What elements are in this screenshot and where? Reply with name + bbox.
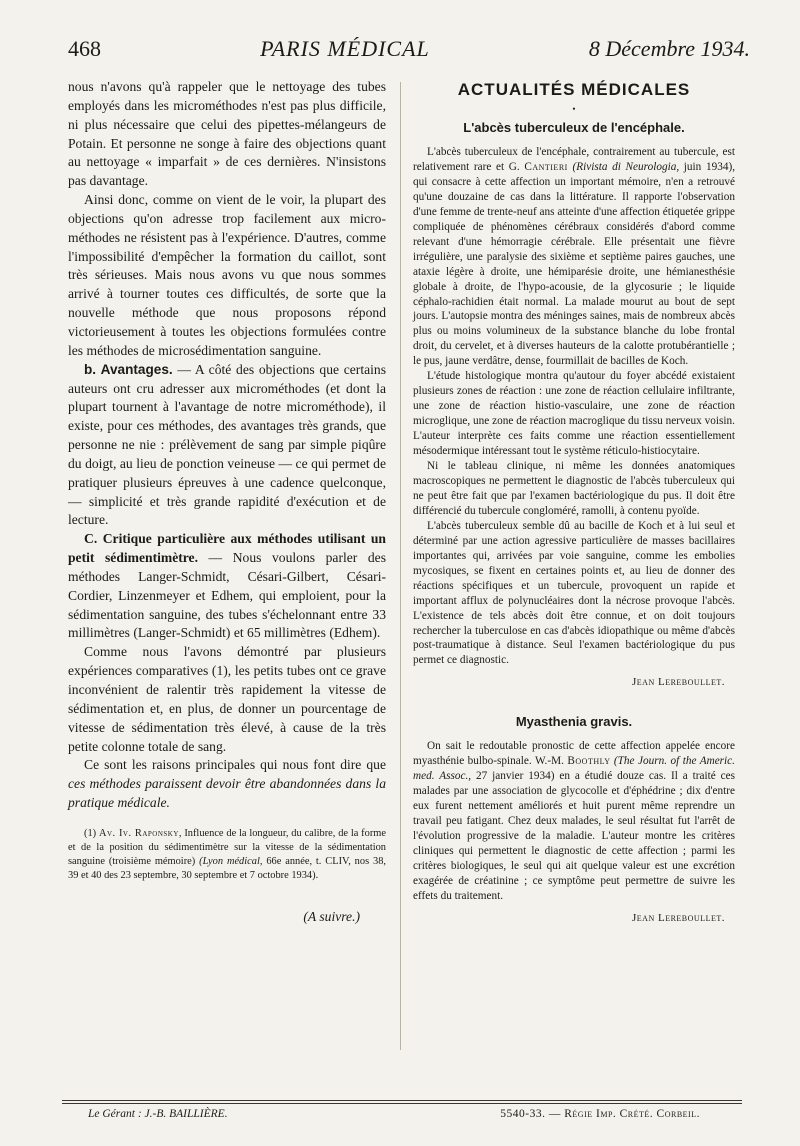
issue-date: 8 Décembre 1934. bbox=[588, 36, 750, 61]
paragraph-text: Ce sont les raisons principales qui nous font dire que bbox=[84, 757, 386, 773]
paragraph: L'abcès tuberculeux semble dû au bacille de Koch et à lui seul et déterminé par une action agressive particulière de masses bacillaires importantes qui, arrivées par voie sanguine, comme les embolies mycosiques, se fixent en certaines points et, au lieu de donner des réactions spécifiques et un tubercule, provoquent un rapide et important afflux de polynucléaires dont la nécrose provoque l'abcès. L'existence de tels abcès doit être connue, et on doit toujours rechercher la tuberculose en cas d'abcès idiopathique ou même d'abcès post-traumatique à distance. Seul l'examen bactériologique du pus permet ce diagnostic. bbox=[413, 519, 735, 667]
author-signature: Jean Lereboullet. bbox=[632, 676, 725, 689]
right-column bbox=[413, 78, 735, 924]
running-header bbox=[68, 36, 750, 68]
footer-printer: 5540-33. — Régie Imp. Crété. Corbeil. bbox=[500, 1108, 700, 1120]
cited-author: Boothly bbox=[567, 755, 611, 768]
paragraph bbox=[68, 530, 386, 643]
footer bbox=[88, 1108, 700, 1120]
author-signature: Jean Lereboullet. bbox=[632, 911, 725, 924]
paragraph: L'abcès tuberculeux de l'encéphale, contrairement au tubercule, est relativement rare et G. Cantieri (Rivista di Neurologia, juin 1934), qui consacre à cette affection un important mémoire, n'en a retrouvé qu'une douzaine de cas dans la littérature. Il rapporte l'observation d'une femme de trente-neuf ans atteinte d'une affection étiquetée grippe compliquée de phénomènes cérébraux considérés d'abord comme relevant d'une hémorragie cérébrale. Elle présentait une fièvre irrégulière, une paralysie des sixième et septième paires gauches, une ataxie légère à droite, une hémiparésie droite, une hémianesthésie globale à droite, de l'hypo-acousie, de la glycosurie ; le liquide céphalo-rachidien était normal. La malade mourut au bout de sept jours. L'autopsie montra des méninges saines, mais de nombreux abcès plus ou moins volumineux de la substance blanche du lobe frontal droit, du cervelet, et à diverses hauteurs de la calotte protubérantielle ; le pus, jaune verdâtre, dense, fourmillait de bacilles de Koch. bbox=[413, 146, 736, 368]
column-divider bbox=[400, 82, 401, 1050]
footnote-journal: (Lyon médical, bbox=[199, 855, 263, 867]
subsection-heading: C. Critique particulière aux méthodes utilisant un petit sédimentimètre. bbox=[68, 531, 386, 566]
footer-rule bbox=[62, 1103, 742, 1104]
section-title: ACTUALITÉS MÉDICALES bbox=[457, 80, 691, 99]
footer-gerant: Le Gérant : J.-B. BAILLIÈRE. bbox=[88, 1108, 228, 1120]
paragraph: Comme nous l'avons démontré par plusieurs expériences comparatives (1), les petits tubes ont ce grave inconvénient de ralentir très rapidement la vitesse de sédimentation et, en plus, de donner un pourcentage de vitesse de sédimentation très élevé, à cause de la très petite colonne totale de sang. bbox=[68, 644, 386, 754]
paragraph bbox=[68, 756, 386, 813]
article-title: L'abcès tuberculeux de l'encéphale. bbox=[463, 120, 685, 135]
emphasis: ces méthodes paraissent devoir être abandonnées dans la pratique médicale. bbox=[68, 776, 386, 811]
left-column bbox=[68, 78, 386, 925]
page-number: 468 bbox=[68, 36, 101, 61]
cited-author: Cantieri bbox=[524, 160, 568, 173]
paragraph: L'étude histologique montra qu'autour du foyer abcédé existaient plusieurs zones de réaction : une zone de réaction cellulaire infiltrante, une zone de réaction histio-vasculaire, une zone de réaction microglique, une zone de réaction macroglique du tissu nerveux voisin. L'auteur interprète ces faits comme une réaction essentiellement mésodermique intéressant tout le système réticulo-histiocytaire. bbox=[413, 370, 735, 458]
footnote-author: Av. Iv. Raponsky bbox=[98, 827, 179, 839]
to-be-continued: (A suivre.) bbox=[303, 908, 360, 924]
paragraph-text: — A côté des objections que certains auteurs ont cru adresser aux microméthodes (et dont la plupart tournent à l'avantage de notre microméthode), il existe, pour ces méthodes, des avantages très grands, que personne ne nie : prélèvement de sang par simple piqûre du doigt, au lieu de ponction veineuse — ce qui permet de pratiquer plusieurs épreuves à une cadence quelconque, — simplicité et très grande rapidité d'exécution et de lecture. bbox=[68, 361, 386, 528]
cited-journal: (The Journ. of the Americ. med. Assoc., bbox=[413, 755, 735, 783]
paragraph: Ainsi donc, comme on vient de le voir, la plupart des objections qu'on adresse trop facilement aux micro-méthodes ne résistent pas à l'expérience. D'autres, comme l'impossibilité d'empêcher la formation du caillot, sont très sérieuses. Mais nous avons vu que nous sommes arrivé à tourner toutes ces difficultés, de sorte que la nouvelle méthode que nous proposons répond victorieusement à toutes les objections formulées contre les méthodes de microsédimentation sanguine. bbox=[68, 192, 386, 358]
subsection-label: b. Avantages. bbox=[84, 361, 173, 377]
paragraph: Ni le tableau clinique, ni même les données anatomiques macroscopiques ne permettent le diagnostic de l'abcès tuberculeux qui ne peut être fait que par l'examen bactériologique du pus. Il doit être différencié du tubercule congloméré, ramolli, à contenu pyoïde. bbox=[413, 460, 735, 517]
ornament-dot: • bbox=[572, 104, 576, 114]
footer-rule bbox=[62, 1100, 742, 1101]
paragraph: On sait le redoutable pronostic de cette affection appelée encore myasthénie bulbo-spinale. W.-M. Boothly (The Journ. of the Americ. med. Assoc., 27 janvier 1934) en a étudié douze cas. Il a traité ces malades par une association de glycocolle et d'éphédrine ; dix d'entre eux furent nettement améliorés et huit purent même reprendre un travail peu fatigant. Chez deux malades, le seul résultat fut l'arrêt de l'évolution progressive de la maladie. L'auteur montre les critères cliniques qui permettent le diagnostic de cette affection ; parmi les critères biologiques, le seul qui ait quelque valeur est une excrétion exagérée de créatinine ; ce symptôme peut permettre de suivre les effets du traitement. bbox=[413, 740, 735, 902]
paragraph bbox=[68, 361, 386, 531]
footnote: (1) Av. Iv. Raponsky, Influence de la longueur, du calibre, de la forme et de la position du sédimentimètre sur la vitesse de la sédimentation sanguine (troisième mémoire) (Lyon médical, 66e année, t. CLIV, nos 38, 39 et 40 des 23 septembre, 30 septembre et 7 octobre 1934). bbox=[68, 827, 386, 881]
paragraph: nous n'avons qu'à rappeler que le nettoyage des tubes employés dans les microméthodes n'est pas plus difficile, ni plus nécessaire que celui des pipettes-mélangeurs de Potain. Et personne ne songe à faire des objections quant au nettoyage « imparfait » de ces dernières. N'insistons pas davantage. bbox=[68, 79, 386, 189]
journal-title: PARIS MÉDICAL bbox=[260, 36, 430, 61]
spacer bbox=[413, 688, 735, 714]
paragraph-text: — Nous voulons parler des méthodes Langer-Schmidt, Césari-Gilbert, Césari-Cordier, Linzenmeyer et Edhem, qui emploient, pour la sédimentation sanguine, des tubes s'échelonnant entre 33 millimètres (Langer-Schmidt) et 65 millimètres (Edhem). bbox=[68, 550, 386, 641]
cited-journal: (Rivista di Neurologia, bbox=[567, 160, 680, 173]
article-title: Myasthenia gravis. bbox=[515, 714, 633, 730]
